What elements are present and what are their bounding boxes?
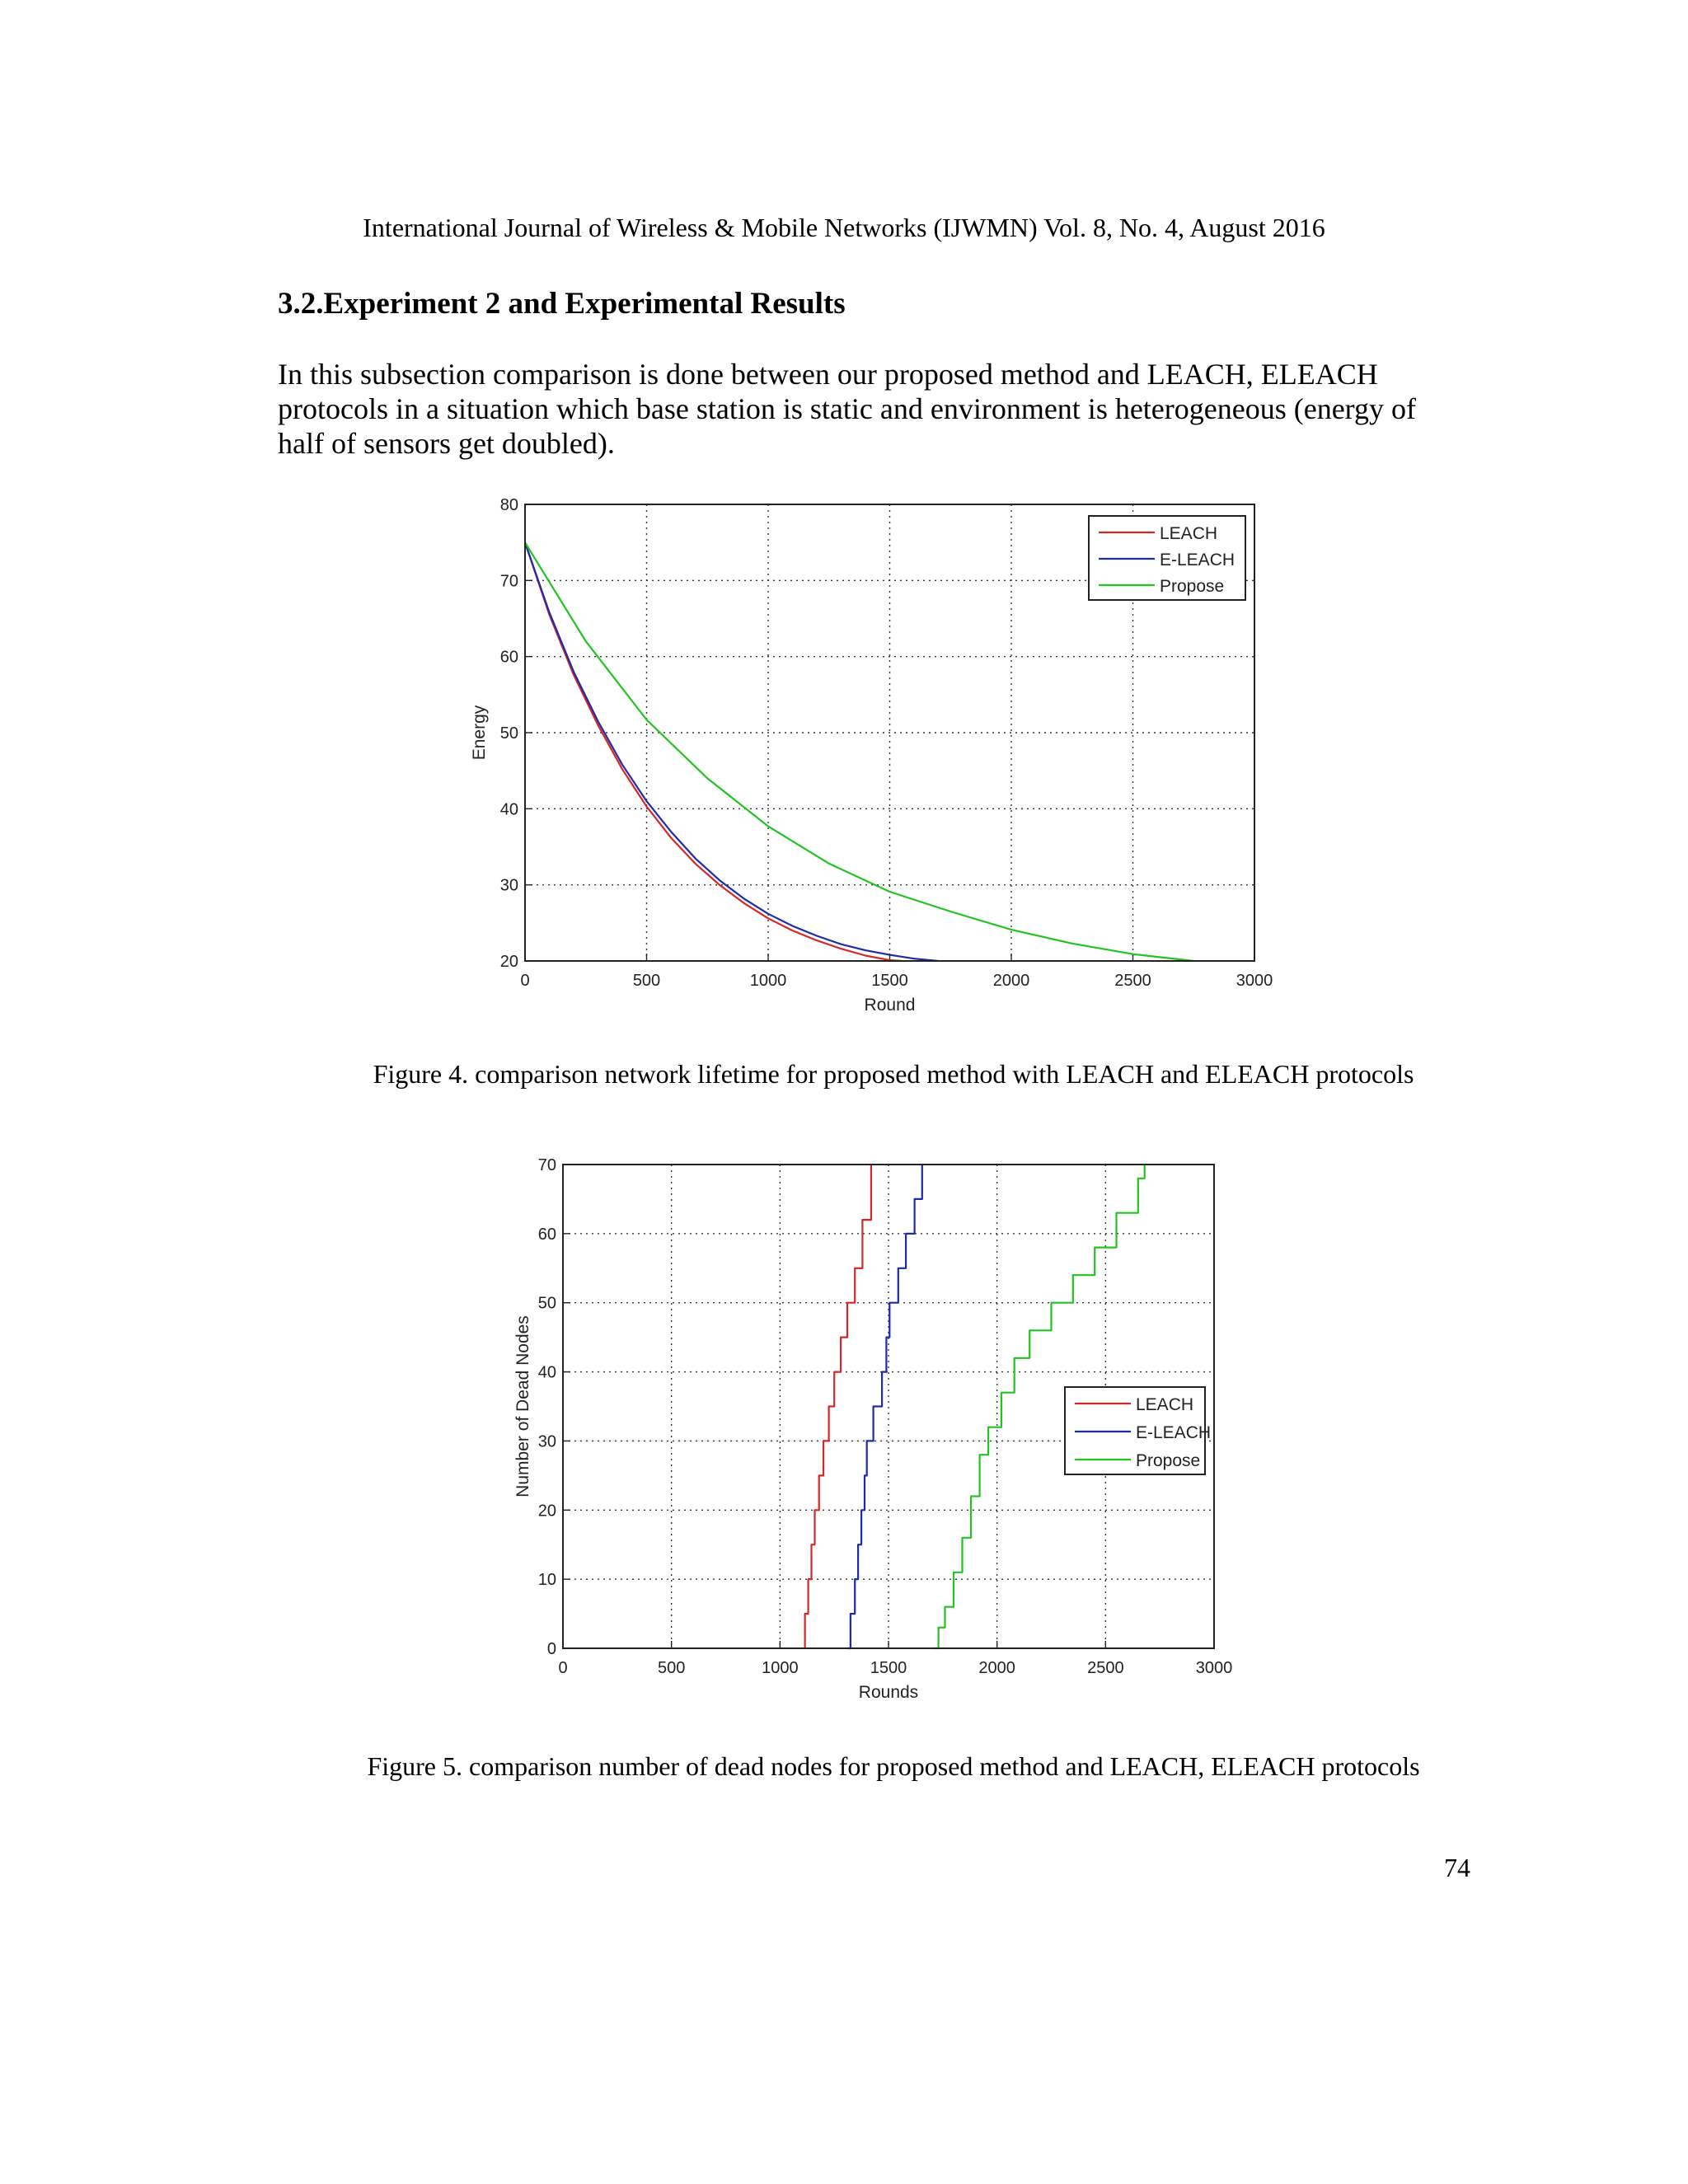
legend-label: E-LEACH bbox=[1136, 1423, 1212, 1442]
figure-4-energy-chart bbox=[0, 478, 1688, 1030]
x-tick-label: 3000 bbox=[1195, 1659, 1233, 1677]
x-tick-label: 1000 bbox=[749, 972, 787, 990]
journal-header: International Journal of Wireless & Mobile Networks (IJWMN) Vol. 8, No. 4, August 2016 bbox=[363, 213, 1325, 242]
series-line-e-leach bbox=[525, 542, 939, 961]
y-axis-label: Number of Dead Nodes bbox=[513, 1315, 532, 1497]
x-tick-label: 1500 bbox=[870, 1659, 907, 1677]
figure-4-caption: Figure 4. comparison network lifetime for proposed method with LEACH and ELEACH protocols bbox=[373, 1059, 1414, 1089]
figure-5-dead-nodes-chart bbox=[0, 1146, 1688, 1714]
page-number: 74 bbox=[1444, 1853, 1470, 1882]
x-tick-label: 1000 bbox=[762, 1659, 799, 1677]
x-tick-label: 2000 bbox=[978, 1659, 1015, 1677]
x-tick-label: 500 bbox=[632, 972, 661, 990]
paragraph-line: protocols in a situation which base station is static and environment is heterogeneous (energy of bbox=[278, 392, 1417, 425]
legend-label: E-LEACH bbox=[1160, 551, 1236, 569]
figure-5-caption: Figure 5. comparison number of dead nodes for proposed method and LEACH, ELEACH protocols bbox=[367, 1751, 1420, 1781]
y-tick-label: 50 bbox=[537, 1294, 556, 1313]
legend-label: LEACH bbox=[1136, 1395, 1194, 1414]
y-axis-label: Energy bbox=[470, 705, 489, 761]
y-tick-label: 20 bbox=[537, 1502, 556, 1521]
y-tick-label: 50 bbox=[499, 724, 518, 743]
paragraph-line: In this subsection comparison is done between our proposed method and LEACH, ELEACH bbox=[278, 358, 1378, 391]
x-tick-label: 2500 bbox=[1087, 1659, 1124, 1677]
y-tick-label: 20 bbox=[499, 953, 518, 971]
intro-paragraph bbox=[278, 357, 1465, 461]
series-line-leach bbox=[525, 542, 902, 961]
y-tick-label: 40 bbox=[537, 1363, 556, 1382]
y-tick-label: 70 bbox=[499, 572, 518, 591]
x-tick-label: 0 bbox=[520, 972, 530, 990]
y-tick-label: 0 bbox=[546, 1640, 556, 1658]
x-axis-label: Rounds bbox=[858, 1683, 919, 1702]
y-tick-label: 60 bbox=[537, 1225, 556, 1244]
y-tick-label: 60 bbox=[499, 648, 518, 667]
x-tick-label: 2000 bbox=[992, 972, 1030, 990]
y-tick-label: 10 bbox=[537, 1571, 556, 1590]
y-tick-label: 30 bbox=[499, 876, 518, 895]
x-tick-label: 2500 bbox=[1114, 972, 1151, 990]
y-tick-label: 80 bbox=[499, 496, 518, 514]
x-tick-label: 0 bbox=[558, 1659, 568, 1677]
paragraph-line: half of sensors get doubled). bbox=[278, 427, 615, 460]
y-tick-label: 40 bbox=[499, 800, 518, 819]
series-line-propose bbox=[525, 542, 1193, 961]
x-tick-label: 500 bbox=[657, 1659, 686, 1677]
series-line-e-leach bbox=[847, 1165, 922, 1648]
legend-label: Propose bbox=[1160, 577, 1225, 596]
x-axis-label: Round bbox=[864, 996, 916, 1015]
legend-label: LEACH bbox=[1160, 524, 1218, 543]
section-title: 3.2.Experiment 2 and Experimental Results bbox=[278, 287, 846, 321]
y-tick-label: 70 bbox=[537, 1156, 556, 1174]
y-tick-label: 30 bbox=[537, 1432, 556, 1451]
x-tick-label: 3000 bbox=[1236, 972, 1273, 990]
x-tick-label: 1500 bbox=[871, 972, 908, 990]
series-line-leach bbox=[804, 1165, 871, 1648]
legend-label: Propose bbox=[1136, 1451, 1201, 1470]
